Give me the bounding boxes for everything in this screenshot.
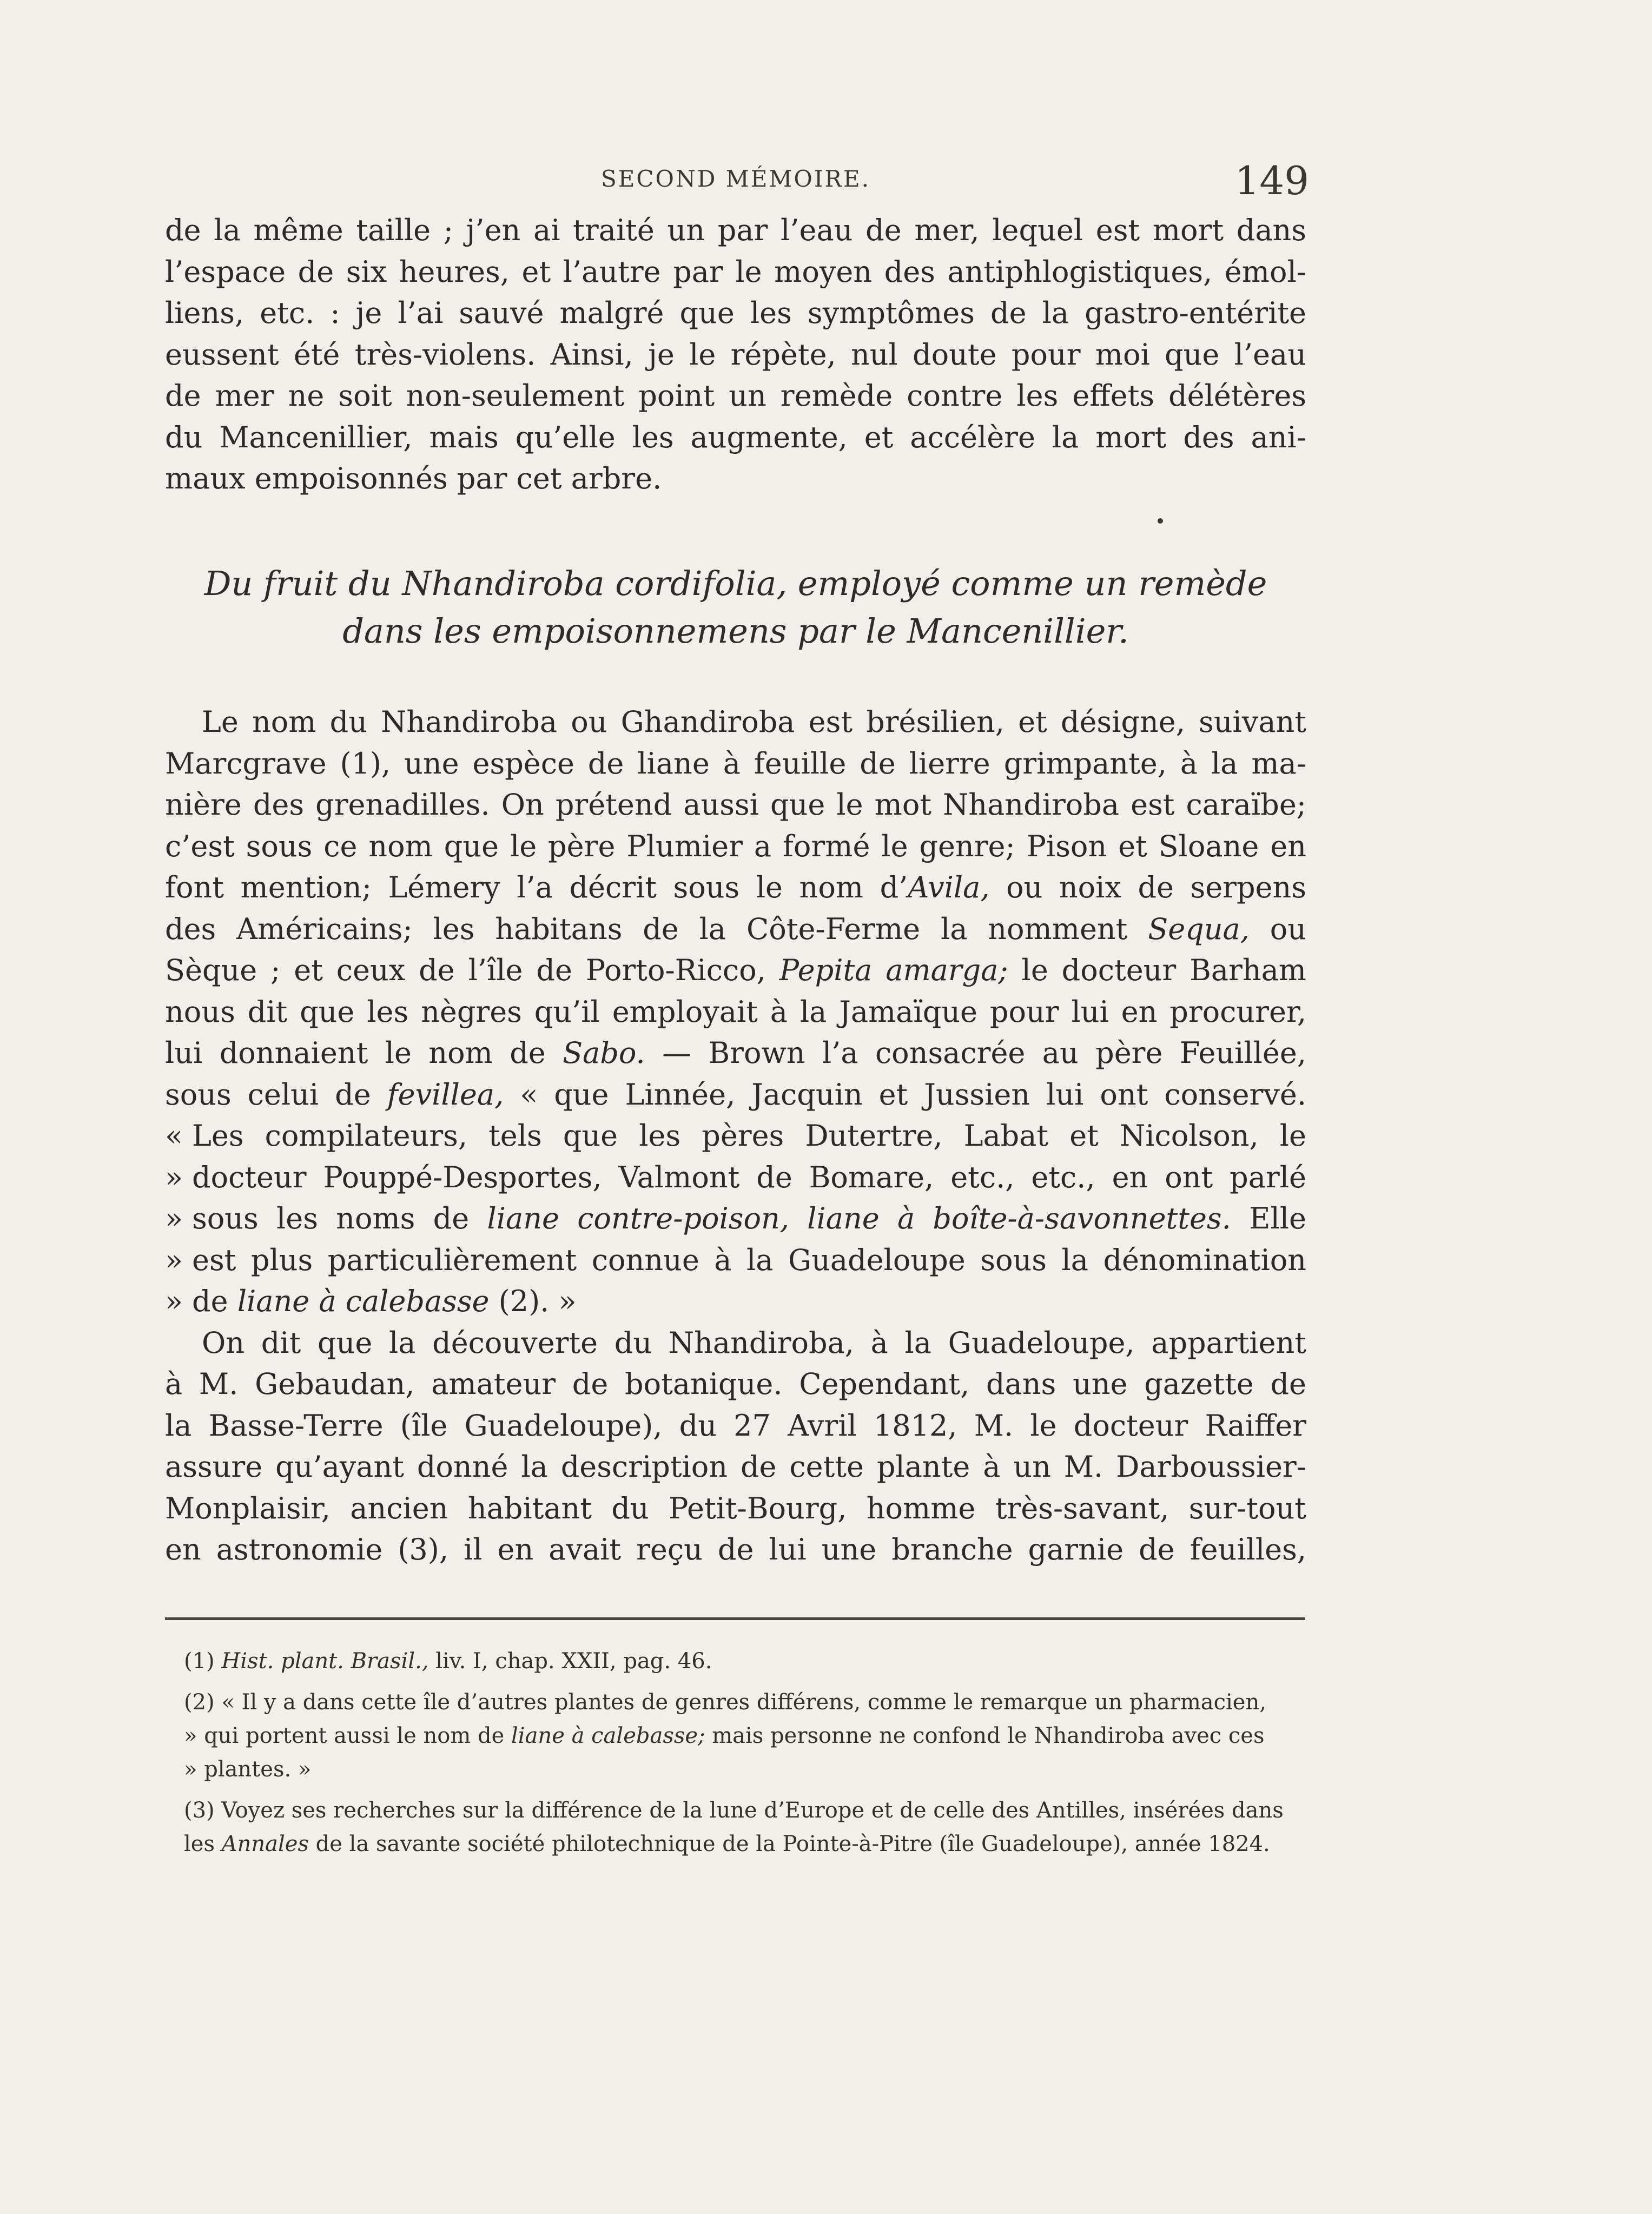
quote-mark: » bbox=[165, 1201, 183, 1235]
quote-line: » docteur Pouppé-Desportes, Valmont de Bomare, etc., etc., en ont parlé bbox=[165, 1157, 1306, 1199]
text-line: du Mancenillier, mais qu’elle les augmente, et accélère la mort des ani- bbox=[165, 420, 1306, 454]
text-line: liens, etc. : je l’ai sauvé malgré que les symptômes de la gastro-entérite bbox=[165, 296, 1306, 330]
main-paragraphs bbox=[165, 702, 1306, 1571]
text-line: de mer ne soit non-seulement point un remède contre les effets délétères bbox=[165, 379, 1306, 413]
text-line: lui donnaient le nom de Sabo. — Brown l’a consacrée au père Feuillée, bbox=[165, 1036, 1306, 1070]
italic-term: Avila, bbox=[908, 870, 990, 904]
text-line: la Basse-Terre (île Guadeloupe), du 27 Avril 1812, M. le docteur Raiffer bbox=[165, 1408, 1306, 1443]
section-title-line: Du fruit du Nhandiroba cordifolia, employé comme un remède bbox=[204, 564, 1267, 603]
text-line: en astronomie (3), il en avait reçu de lui une branche garnie de feuilles, bbox=[165, 1532, 1306, 1567]
text-line: Le nom du Nhandiroba ou Ghandiroba est brésilien, et désigne, suivant bbox=[202, 705, 1306, 739]
quote-line: » de liane à calebasse (2). » bbox=[165, 1281, 1306, 1323]
text-line: maux empoisonnés par cet arbre. bbox=[165, 461, 662, 495]
running-title: SECOND MÉMOIRE. bbox=[600, 166, 871, 192]
footnote-line: (1) Hist. plant. Brasil., liv. I, chap. XXII, pag. 46. bbox=[184, 1649, 712, 1674]
text-line: assure qu’ayant donné la description de cette plante à un M. Darboussier- bbox=[165, 1450, 1306, 1484]
quote-mark: » bbox=[165, 1284, 183, 1318]
footnote-1 bbox=[184, 1644, 1304, 1678]
italic-term: Annales bbox=[221, 1832, 309, 1856]
italic-term: Sequa, bbox=[1148, 911, 1250, 946]
text-line: de la même taille ; j’en ai traité un par l’eau de mer, lequel est mort dans bbox=[165, 213, 1306, 247]
italic-term: Hist. plant. Brasil., bbox=[221, 1649, 429, 1674]
italic-term: liane à calebasse; bbox=[511, 1723, 705, 1748]
text-line: à M. Gebaudan, amateur de botanique. Cependant, dans une gazette de bbox=[165, 1367, 1306, 1401]
text-line: Monplaisir, ancien habitant du Petit-Bourg, homme très-savant, sur-tout bbox=[165, 1491, 1306, 1525]
section-title-line: dans les empoisonnemens par le Mancenillier. bbox=[342, 611, 1129, 651]
quote-line: » sous les noms de liane contre-poison, liane à boîte-à-savonnettes. Elle bbox=[165, 1198, 1306, 1240]
text-line: Sèque ; et ceux de l’île de Porto-Ricco, Pepita amarga; le docteur Barham bbox=[165, 953, 1307, 987]
text-line: c’est sous ce nom que le père Plumier a formé le genre; Pison et Sloane en bbox=[165, 829, 1306, 863]
footnote-3 bbox=[184, 1794, 1304, 1861]
quote-mark: » bbox=[165, 1243, 183, 1277]
footnote-line: » qui portent aussi le nom de liane à calebasse; mais personne ne confond le Nhandiroba avec ces bbox=[184, 1723, 1265, 1748]
text-line: eussent été très-violens. Ainsi, je le répète, nul doute pour moi que l’eau bbox=[165, 337, 1306, 372]
footnote-line: » plantes. » bbox=[184, 1757, 312, 1782]
page-number: 149 bbox=[1234, 158, 1309, 203]
quote-line: « Les compilateurs, tels que les pères Dutertre, Labat et Nicolson, le bbox=[165, 1115, 1306, 1157]
text-line: sous celui de fevillea, « que Linnée, Jacquin et Jussien lui ont conservé. bbox=[165, 1077, 1306, 1112]
italic-term: liane contre-poison, liane à boîte-à-savonnettes. bbox=[487, 1201, 1231, 1235]
footnote-2 bbox=[184, 1686, 1304, 1786]
italic-term: liane à calebasse bbox=[237, 1284, 490, 1318]
text-line: On dit que la découverte du Nhandiroba, à la Guadeloupe, appartient bbox=[202, 1325, 1306, 1360]
italic-term: Sabo. bbox=[563, 1036, 645, 1070]
text-line: des Américains; les habitans de la Côte-Ferme la nomment Sequa, ou bbox=[165, 911, 1306, 946]
text-line: nous dit que les nègres qu’il employait à la Jamaïque pour lui en procurer, bbox=[165, 994, 1306, 1029]
text-line: nière des grenadilles. On prétend aussi que le mot Nhandiroba est caraïbe; bbox=[165, 788, 1306, 822]
quote-mark: « bbox=[165, 1119, 183, 1153]
section-title bbox=[162, 560, 1309, 655]
paragraph-continuation bbox=[165, 210, 1306, 500]
footnote-line: (3) Voyez ses recherches sur la différence de la lune d’Europe et de celle des Antilles, insérées dans bbox=[184, 1798, 1284, 1823]
ornament-dot bbox=[1158, 518, 1163, 524]
footnote-line: les Annales de la savante société philotechnique de la Pointe-à-Pitre (île Guadeloupe), année 1824. bbox=[184, 1832, 1270, 1856]
footnotes bbox=[184, 1644, 1304, 1868]
page-header bbox=[162, 158, 1309, 201]
text-line: font mention; Lémery l’a décrit sous le nom d’Avila, ou noix de serpens bbox=[165, 870, 1306, 904]
italic-term: fevillea, bbox=[387, 1077, 504, 1112]
quote-line: » est plus particulièrement connue à la Guadeloupe sous la dénomination bbox=[165, 1240, 1306, 1281]
text-line: Marcgrave (1), une espèce de liane à feuille de lierre grimpante, à la ma- bbox=[165, 746, 1306, 781]
footnote-rule bbox=[165, 1617, 1305, 1620]
footnote-line: (2) « Il y a dans cette île d’autres plantes de genres différens, comme le remarque un pharmacien, bbox=[184, 1690, 1266, 1715]
text-line: l’espace de six heures, et l’autre par le moyen des antiphlogistiques, émol- bbox=[165, 254, 1306, 289]
quote-mark: » bbox=[165, 1160, 183, 1194]
italic-term: Pepita amarga; bbox=[779, 953, 1008, 987]
